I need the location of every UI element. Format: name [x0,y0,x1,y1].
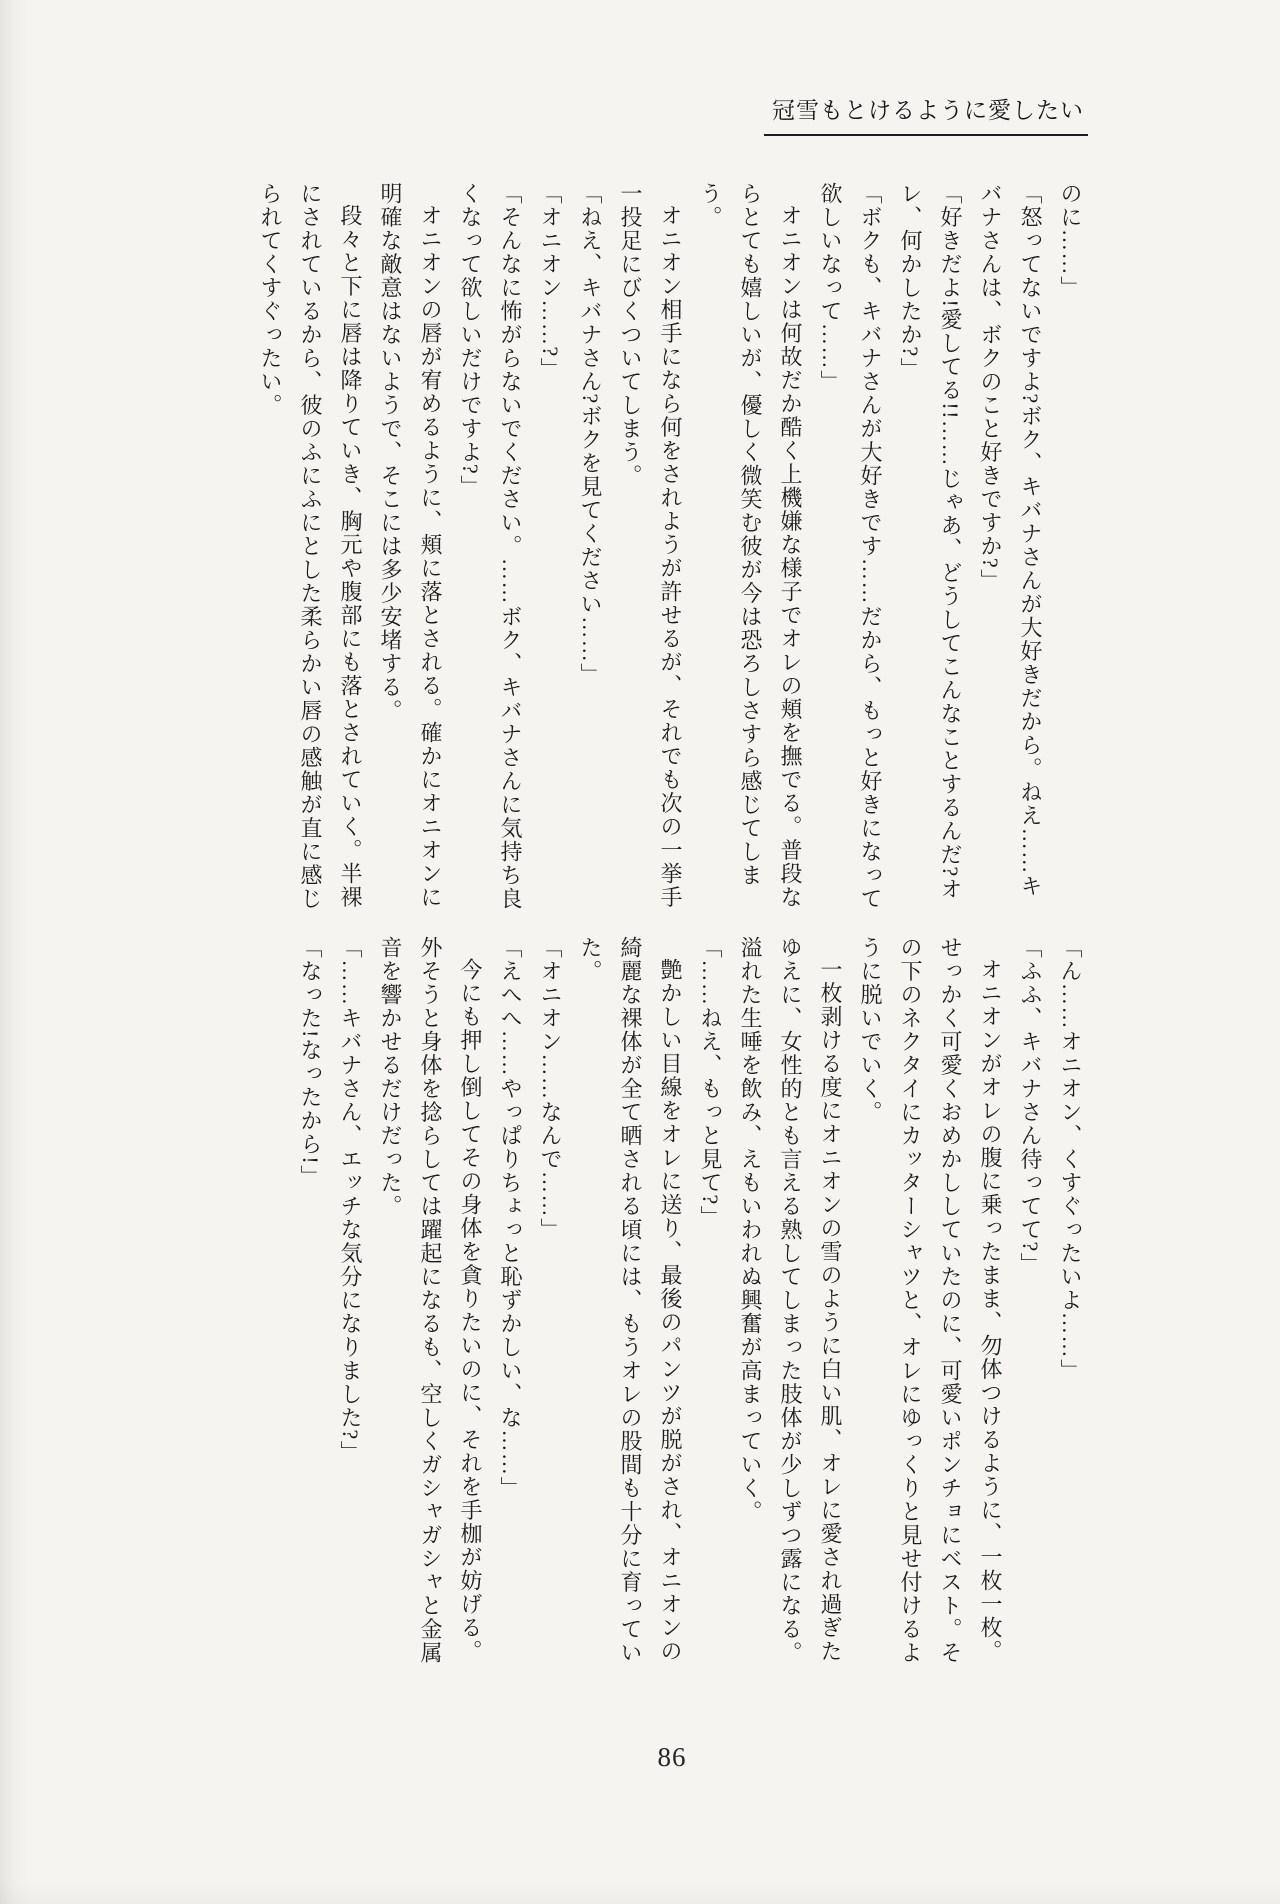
dialog-paragraph: 「オニオン……?」 [538,182,563,382]
dialog-paragraph: 「ふふ、キバナさん待ってて?」 [1018,936,1043,1277]
dialog-paragraph: 「好きだよ!愛してる!!……じゃあ、どうしてこんなことするんだ?オレ、何かしたか?」 [898,182,963,902]
narration-paragraph: オニオンは何故だか酷く上機嫌な様子でオレの頬を撫でる。普段ならとても嬉しいが、優しく微笑む彼が今は恐ろしさすら感じてしまう。 [698,182,803,909]
narration-paragraph: オニオンがオレの腹に乗ったまま、勿体つけるように、一枚一枚。せっかく可愛くおめかししていたのに、可愛いポンチョにベスト。その下のネクタイにカッターシャツと、オレにゆっくりと見せ付けるように脱いでいく。 [858,936,1003,1665]
narration-paragraph: 艶かしい目線をオレに送り、最後のパンツが脱がされ、オニオンの綺麗な裸体が全て晒される頃には、もうオレの股間も十分に育っていた。 [578,936,683,1665]
dialog-paragraph: 「……キバナさん、エッチな気分になりました?」 [338,936,363,1465]
narration-paragraph: オニオンの唇が宥めるように、頬に落とされる。確かにオニオンに明確な敵意はないようで、そこには多少安堵する。 [378,182,443,909]
dialog-paragraph: 「なった!なったから!」 [298,936,323,1189]
dialog-paragraph: 「怒ってないですよ?ボク、キバナさんが大好きだから。ねえ……キバナさんは、ボクのこと好きですか?」 [978,182,1043,899]
narration-paragraph: 今にも押し倒してその身体を貪りたいのに、それを手枷が妨げる。外そうと身体を捻らしては躍起になるも、空しくガシャガシャと金属音を響かせるだけだった。 [378,936,483,1665]
dialog-paragraph: 「そんなに怖がらないでください。……ボク、キバナさんに気持ち良くなって欲しいだけですよ?」 [458,182,523,911]
dialog-paragraph: 「えへへ……やっぱりちょっと恥ずかしい、な……」 [498,936,523,1500]
text-block-upper [250,182,1090,913]
dialog-paragraph: 「ねえ、キバナさん?ボクを見てください……」 [578,182,603,687]
narration-paragraph: 段々と下に唇は降りていき、胸元や腹部にも落とされていく。半裸にされているから、彼のふにふにとした柔らかい唇の感触が直に感じられてくすぐったい。 [258,182,363,911]
dialog-paragraph: 「ん……オニオン、くすぐったいよ……」 [1058,936,1083,1383]
dialog-paragraph: 「……ねえ、もっと見て?」 [698,936,723,1230]
page-number: 86 [657,1742,687,1772]
dialog-paragraph: 「ボクも、キバナさんが大好きです……だから、もっと好きになって欲しいなって……」 [818,182,883,911]
running-header-title: 冠雪もとけるように愛したい [764,92,1088,136]
narration-paragraph: 一枚剥ける度にオニオンの雪のように白い肌、オレに愛され過ぎたゆえに、女性的とも言える熟してしまった肢体が少しずつ露になる。溢れた生唾を飲み、えもいわれぬ興奮が高まっていく。 [738,936,843,1665]
continuation-paragraph: のに……」 [1058,182,1083,300]
narration-paragraph: オニオン相手になら何をされようが許せるが、それでも次の一挙手一投足にびくついてしまう。 [618,182,683,909]
dialog-paragraph: 「オニオン……なんで……」 [538,936,563,1242]
text-block-lower [290,936,1090,1667]
